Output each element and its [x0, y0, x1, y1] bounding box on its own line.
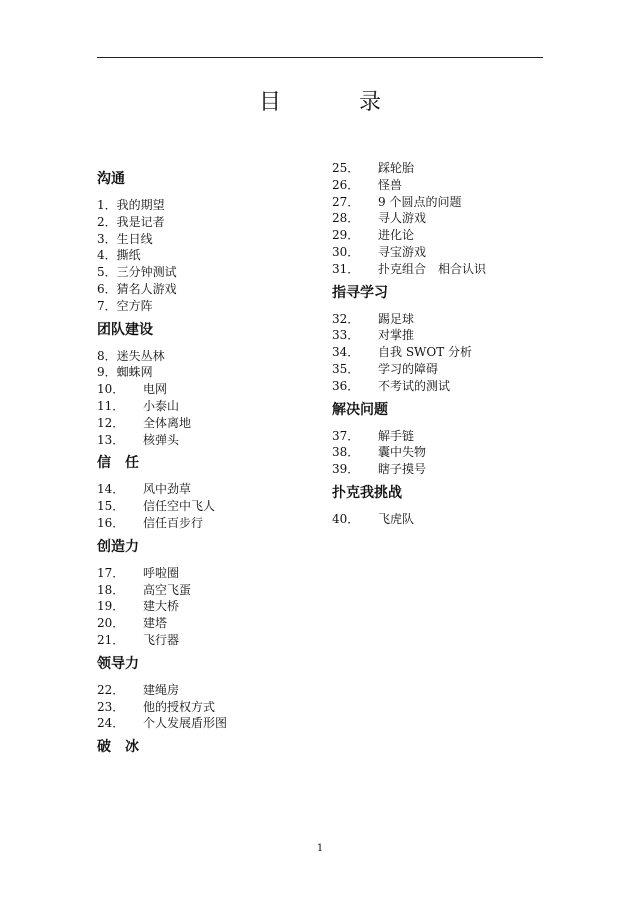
- toc-entry-label: 瞎子摸号: [378, 462, 427, 477]
- toc-entry: [97, 481, 317, 498]
- toc-entry-number: 31．: [332, 261, 360, 276]
- toc-entry: [332, 210, 552, 227]
- toc-entry: [97, 197, 317, 214]
- top-rule: [97, 57, 543, 58]
- section-heading: 创造力: [97, 538, 139, 555]
- toc-entry-number: 34．: [332, 345, 360, 360]
- toc-entry-label: 飞虎队: [378, 511, 415, 526]
- section-heading: 破 冰: [97, 739, 139, 756]
- section-heading: 指寻学习: [332, 284, 388, 301]
- toc-entry: [97, 598, 317, 615]
- toc-entry-label: 扑克组合 相合认识: [378, 261, 487, 276]
- toc-entry-number: 32．: [332, 311, 360, 326]
- toc-entry-number: 28．: [332, 211, 360, 226]
- toc-entry: [332, 444, 552, 461]
- toc-entry-number: 26．: [332, 177, 360, 192]
- toc-entry: [332, 261, 552, 278]
- toc-entry-number: 35．: [332, 361, 360, 376]
- toc-entry: [97, 247, 317, 264]
- toc-entry-number: 5．: [97, 265, 117, 280]
- toc-entry: [97, 415, 317, 432]
- toc-entry-label: 学习的障碍: [378, 361, 439, 376]
- toc-entry-number: 4．: [97, 248, 117, 263]
- toc-entry-label: 迷失丛林: [116, 348, 165, 363]
- toc-entry-number: 39．: [332, 462, 360, 477]
- section-heading: 沟通: [97, 171, 125, 187]
- toc-entry-number: 20．: [97, 616, 125, 631]
- toc-entry-number: 29．: [332, 228, 360, 243]
- section-heading: 信 任: [97, 455, 139, 472]
- toc-entry: [97, 565, 317, 582]
- toc-entry-label: 建塔: [143, 616, 168, 631]
- toc-entry: [97, 398, 317, 415]
- toc-entry-label: 风中劲草: [143, 482, 192, 497]
- toc-entry: [332, 428, 552, 445]
- toc-entry: [332, 194, 552, 211]
- toc-entry-label: 小泰山: [143, 398, 180, 413]
- toc-entry-number: 19．: [97, 599, 125, 614]
- toc-entry-label: 囊中失物: [378, 445, 427, 460]
- toc-entry: [332, 177, 552, 194]
- toc-entry-label: 三分钟测试: [116, 265, 177, 280]
- toc-entry: [332, 160, 552, 177]
- toc-entry-number: 13．: [97, 432, 125, 447]
- toc-entry: [332, 461, 552, 478]
- toc-entry-label: 对掌推: [378, 328, 415, 343]
- toc-entry: [97, 264, 317, 281]
- toc-entry-number: 9．: [97, 365, 117, 380]
- toc-entry-number: 7．: [97, 298, 117, 313]
- toc-entry-number: 3．: [97, 231, 117, 246]
- toc-entry: [97, 214, 317, 231]
- toc-entry-number: 18．: [97, 582, 125, 597]
- toc-entry: [97, 699, 317, 716]
- toc-entry: [97, 582, 317, 599]
- toc-entry-number: 23．: [97, 699, 125, 714]
- toc-entry-number: 16．: [97, 515, 125, 530]
- toc-entry-label: 撕纸: [116, 248, 141, 263]
- toc-entry-label: 呼啦圈: [143, 565, 180, 580]
- toc-entry-number: 22．: [97, 682, 125, 697]
- toc-entry-label: 个人发展盾形图: [143, 716, 228, 731]
- toc-entry-label: 我是记者: [116, 214, 165, 229]
- toc-entry: [332, 227, 552, 244]
- toc-entry-label: 自我 SWOT 分析: [378, 345, 473, 360]
- toc-entry: [97, 515, 317, 532]
- toc-entry-number: 8．: [97, 348, 117, 363]
- toc-entry-number: 36．: [332, 378, 360, 393]
- toc-entry-number: 2．: [97, 214, 117, 229]
- toc-entry-label: 高空飞蛋: [143, 582, 192, 597]
- toc-entry-label: 踢足球: [378, 311, 415, 326]
- toc-entry-number: 11．: [97, 398, 125, 413]
- toc-entry-number: 27．: [332, 194, 360, 209]
- toc-entry-label: 寻宝游戏: [378, 244, 427, 259]
- toc-entry-number: 12．: [97, 415, 125, 430]
- toc-entry-label: 9 个圆点的问题: [378, 194, 462, 209]
- toc-entry-label: 电网: [143, 382, 168, 397]
- toc-entry: [97, 364, 317, 381]
- toc-entry: [97, 498, 317, 515]
- toc-entry-label: 建绳房: [143, 682, 180, 697]
- toc-entry: [332, 244, 552, 261]
- toc-entry-number: 37．: [332, 428, 360, 443]
- toc-entry-label: 寻人游戏: [378, 211, 427, 226]
- toc-entry-label: 我的期望: [116, 198, 165, 212]
- toc-entry-label: 信任百步行: [143, 515, 204, 530]
- toc-entry-number: 21．: [97, 632, 125, 647]
- toc-entry-number: 24．: [97, 716, 125, 731]
- toc-entry-number: 10．: [97, 382, 125, 397]
- toc-entry: [332, 378, 552, 395]
- toc-entry-number: 30．: [332, 244, 360, 259]
- toc-entry-label: 飞行器: [143, 632, 180, 647]
- toc-entry-label: 解手链: [378, 428, 415, 443]
- toc-entry-number: 25．: [332, 161, 360, 175]
- toc-entry-label: 建大桥: [143, 599, 180, 614]
- toc-entry: [97, 298, 317, 315]
- toc-entry-label: 空方阵: [116, 298, 153, 313]
- toc-entry: [97, 682, 317, 699]
- toc-entry-number: 6．: [97, 281, 117, 296]
- toc-entry-number: 33．: [332, 328, 360, 343]
- toc-entry-number: 14．: [97, 482, 125, 497]
- toc-entry: [97, 231, 317, 248]
- toc-column-right: [332, 160, 552, 528]
- section-heading: 扑克我挑战: [332, 484, 402, 501]
- toc-entry-label: 他的授权方式: [143, 699, 216, 714]
- toc-entry-label: 猜名人游戏: [116, 281, 177, 296]
- toc-entry-label: 进化论: [378, 228, 415, 243]
- toc-entry: [97, 348, 317, 365]
- page-title: 目 录: [258, 90, 409, 115]
- toc-entry: [97, 715, 317, 732]
- toc-entry: [97, 381, 317, 398]
- page-number: 1: [316, 843, 324, 854]
- toc-entry-label: 蜘蛛网: [116, 365, 153, 380]
- toc-entry-number: 17．: [97, 565, 125, 580]
- toc-entry-label: 怪兽: [378, 177, 403, 192]
- toc-column-left: [97, 160, 317, 765]
- toc-entry: [332, 344, 552, 361]
- toc-entry: [332, 361, 552, 378]
- toc-entry-number: 15．: [97, 499, 125, 514]
- toc-entry-label: 不考试的测试: [378, 378, 451, 393]
- toc-entry-label: 信任空中飞人: [143, 499, 216, 514]
- toc-entry-number: 40．: [332, 511, 360, 526]
- toc-entry-number: 38．: [332, 445, 360, 460]
- toc-entry: [97, 632, 317, 649]
- toc-entry: [97, 615, 317, 632]
- section-heading: 解决问题: [332, 401, 388, 418]
- toc-entry-label: 核弹头: [143, 432, 180, 447]
- toc-entry: [97, 281, 317, 298]
- toc-entry-label: 生日线: [116, 231, 153, 246]
- toc-entry: [332, 311, 552, 328]
- toc-entry-label: 踩轮胎: [378, 161, 415, 175]
- toc-entry: [332, 327, 552, 344]
- section-heading: 团队建设: [97, 321, 153, 338]
- toc-entry-number: 1．: [97, 198, 117, 212]
- toc-entry-label: 全体离地: [143, 415, 192, 430]
- toc-entry: [97, 432, 317, 449]
- section-heading: 领导力: [97, 655, 139, 672]
- toc-entry: [332, 511, 552, 528]
